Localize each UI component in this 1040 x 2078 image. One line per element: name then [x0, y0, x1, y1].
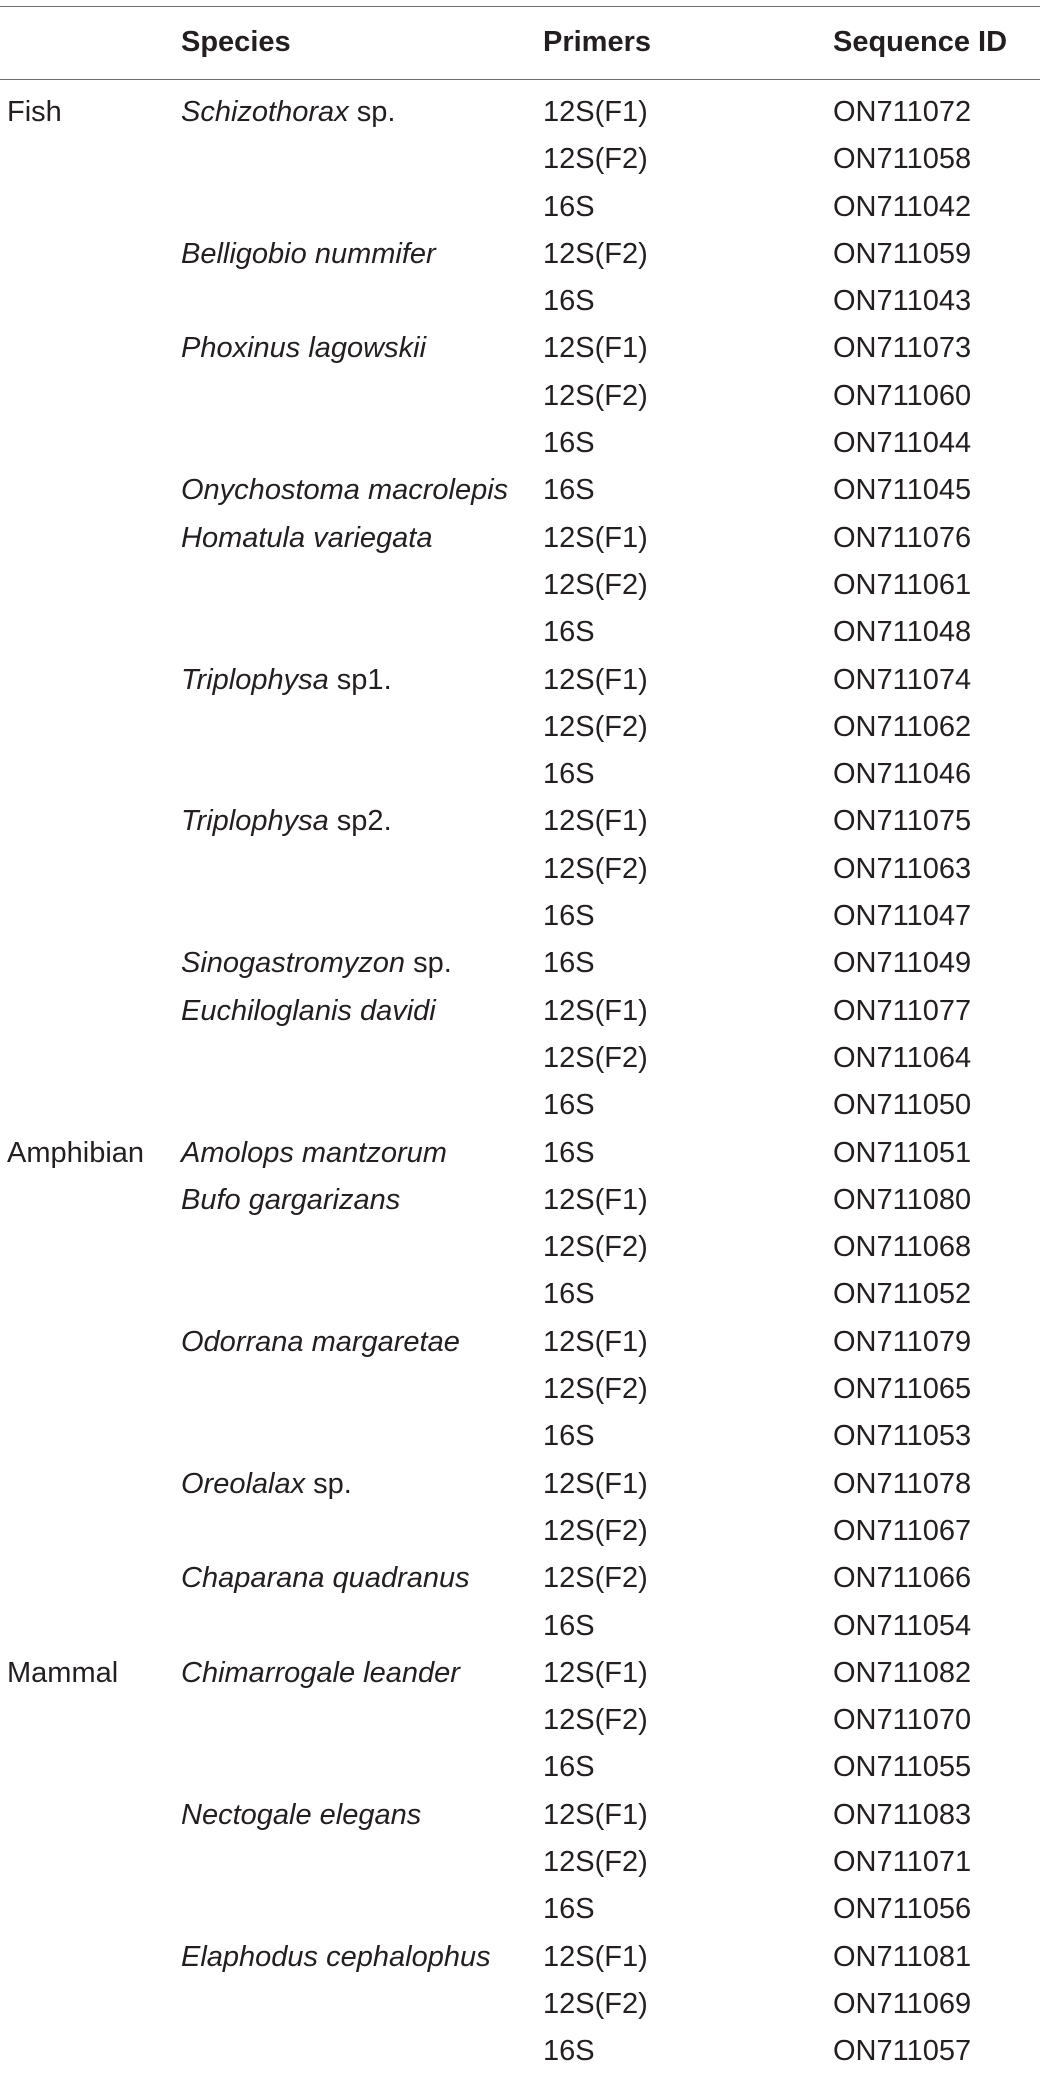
- table-row: [0, 1558, 1040, 1605]
- species-name: Oreolalax: [181, 1467, 306, 1500]
- sequence-id-cell: ON711049: [833, 947, 972, 980]
- table-row: [0, 139, 1040, 186]
- primer-cell: 12S(F2): [543, 1562, 648, 1595]
- sequence-id-cell: ON711061: [833, 568, 972, 601]
- species-cell: [181, 234, 436, 274]
- table-row: [0, 565, 1040, 612]
- sequence-id-cell: ON711072: [833, 96, 972, 128]
- table-row: [0, 376, 1040, 423]
- table-row: [0, 2031, 1040, 2078]
- sequence-id-cell: ON711068: [833, 1231, 972, 1264]
- primer-cell: 12S(F2): [543, 1514, 648, 1547]
- sequence-id-cell: ON711073: [833, 332, 972, 365]
- species-name: Phoxinus lagowskii: [181, 332, 427, 365]
- primer-cell: 12S(F2): [543, 1987, 648, 2020]
- sequence-id-cell: ON711082: [833, 1656, 972, 1689]
- table-row: [0, 707, 1040, 754]
- sequence-id-cell: ON711048: [833, 616, 972, 649]
- species-cell: [181, 660, 392, 700]
- sequence-id-cell: ON711074: [833, 663, 972, 696]
- header-species: Species: [181, 26, 291, 58]
- primer-cell: 16S: [543, 947, 595, 980]
- table-row: [0, 612, 1040, 659]
- species-cell: [181, 943, 452, 983]
- table-header-rule: [0, 79, 1040, 80]
- sequence-id-cell: ON711066: [833, 1562, 972, 1595]
- species-name: Onychostoma macrolepis: [181, 474, 509, 507]
- sequence-id-cell: ON711083: [833, 1798, 972, 1831]
- sequence-id-cell: ON711080: [833, 1183, 972, 1216]
- species-name: Sinogastromyzon: [181, 947, 406, 980]
- sequence-id-cell: ON711052: [833, 1278, 972, 1311]
- sequence-id-cell: ON711055: [833, 1751, 972, 1784]
- species-cell: [181, 991, 436, 1031]
- table-row: [0, 518, 1040, 565]
- primer-cell: 12S(F1): [543, 805, 648, 838]
- sequence-id-cell: ON711058: [833, 143, 972, 176]
- sequence-id-cell: ON711057: [833, 2035, 972, 2068]
- species-name: Homatula variegata: [181, 521, 433, 554]
- primer-cell: 16S: [543, 1893, 595, 1926]
- table-row: [0, 1274, 1040, 1321]
- primer-cell: 12S(F2): [543, 710, 648, 743]
- species-name: Schizothorax: [181, 96, 349, 128]
- species-cell: [181, 470, 508, 510]
- table-header: [0, 18, 1040, 66]
- sequence-id-cell: ON711060: [833, 379, 972, 412]
- table-row: [0, 1511, 1040, 1558]
- table-row: [0, 234, 1040, 281]
- sequence-id-cell: ON711043: [833, 285, 972, 318]
- sequence-id-cell: ON711044: [833, 427, 972, 460]
- primer-cell: 12S(F1): [543, 521, 648, 554]
- primer-cell: 12S(F2): [543, 1704, 648, 1737]
- table-row: [0, 423, 1040, 470]
- sequence-id-cell: ON711042: [833, 190, 972, 223]
- table-row: [0, 1842, 1040, 1889]
- table-row: [0, 1133, 1040, 1180]
- species-name: Amolops mantzorum: [181, 1136, 447, 1169]
- species-suffix: sp1.: [328, 663, 392, 696]
- primer-cell: 16S: [543, 427, 595, 460]
- table-row: [0, 943, 1040, 990]
- species-cell: [181, 1464, 352, 1504]
- sequence-id-cell: ON711046: [833, 758, 972, 791]
- sequence-id-cell: ON711050: [833, 1089, 972, 1122]
- primer-cell: 12S(F2): [543, 143, 648, 176]
- primer-cell: 12S(F1): [543, 994, 648, 1027]
- primer-cell: 16S: [543, 900, 595, 933]
- primer-cell: 16S: [543, 1420, 595, 1453]
- species-suffix: sp.: [305, 1467, 352, 1500]
- primer-cell: 16S: [543, 1089, 595, 1122]
- table-row: [0, 1464, 1040, 1511]
- primer-cell: 12S(F2): [543, 379, 648, 412]
- table-row: [0, 1038, 1040, 1085]
- species-cell: [181, 1322, 460, 1362]
- group-cell: Amphibian: [7, 1136, 145, 1169]
- sequence-id-cell: ON711056: [833, 1893, 972, 1926]
- table-row: [0, 1416, 1040, 1463]
- primer-cell: 16S: [543, 1136, 595, 1169]
- primer-cell: 16S: [543, 474, 595, 507]
- table-row: [0, 991, 1040, 1038]
- table-row: [0, 1180, 1040, 1227]
- species-name: Chimarrogale leander: [181, 1656, 460, 1689]
- primer-cell: 16S: [543, 190, 595, 223]
- sequence-id-cell: ON711070: [833, 1704, 972, 1737]
- table-row: [0, 187, 1040, 234]
- species-name: Triplophysa: [181, 663, 329, 696]
- primer-cell: 16S: [543, 616, 595, 649]
- header-primers: Primers: [543, 26, 652, 58]
- primer-cell: 12S(F2): [543, 1041, 648, 1074]
- sequence-id-cell: ON711045: [833, 474, 972, 507]
- table-row: [0, 470, 1040, 517]
- table-row: [0, 1889, 1040, 1936]
- primer-cell: 12S(F2): [543, 1373, 648, 1406]
- sequence-id-cell: ON711078: [833, 1467, 972, 1500]
- species-name: Nectogale elegans: [181, 1798, 422, 1831]
- primer-cell: 12S(F2): [543, 568, 648, 601]
- sequence-id-cell: ON711063: [833, 852, 972, 885]
- group-cell: Mammal: [7, 1656, 119, 1689]
- species-cell: [181, 1180, 400, 1220]
- sequence-id-cell: ON711075: [833, 805, 972, 838]
- sequence-id-cell: ON711065: [833, 1373, 972, 1406]
- table-row: [0, 801, 1040, 848]
- species-suffix: sp.: [405, 947, 452, 980]
- sequence-id-cell: ON711067: [833, 1514, 972, 1547]
- species-name: Euchiloglanis davidi: [181, 994, 436, 1027]
- species-cell: [181, 801, 392, 841]
- primer-cell: 12S(F1): [543, 1325, 648, 1358]
- species-name: Belligobio nummifer: [181, 237, 436, 270]
- table-row: [0, 1369, 1040, 1416]
- table-row: [0, 1606, 1040, 1653]
- table-row: [0, 328, 1040, 375]
- table-row: [0, 849, 1040, 896]
- sequence-id-cell: ON711076: [833, 521, 972, 554]
- sequence-id-cell: ON711064: [833, 1041, 972, 1074]
- table-row: [0, 1937, 1040, 1984]
- primer-cell: 12S(F1): [543, 332, 648, 365]
- species-cell: [181, 1653, 460, 1693]
- sequence-id-cell: ON711081: [833, 1940, 972, 1973]
- table-row: [0, 1700, 1040, 1747]
- table-row: [0, 660, 1040, 707]
- species-cell: [181, 1133, 447, 1173]
- species-name: Odorrana margaretae: [181, 1325, 460, 1358]
- species-cell: [181, 328, 426, 368]
- primer-cell: 12S(F2): [543, 852, 648, 885]
- primer-cell: 16S: [543, 1278, 595, 1311]
- species-cell: [181, 1795, 421, 1835]
- species-name: Elaphodus cephalophus: [181, 1940, 491, 1973]
- table-row: [0, 896, 1040, 943]
- primer-cell: 12S(F1): [543, 1467, 648, 1500]
- species-cell: [181, 92, 395, 132]
- species-name: Triplophysa: [181, 805, 329, 838]
- primer-cell: 12S(F1): [543, 1656, 648, 1689]
- sequence-id-cell: ON711062: [833, 710, 972, 743]
- header-sequence-id: Sequence ID: [833, 26, 1008, 58]
- sequence-id-cell: ON711054: [833, 1609, 972, 1642]
- species-cell: [181, 1558, 470, 1598]
- sequence-id-cell: ON711077: [833, 994, 972, 1027]
- sequence-id-cell: ON711079: [833, 1325, 972, 1358]
- primer-cell: 16S: [543, 1609, 595, 1642]
- sequence-id-cell: ON711071: [833, 1845, 972, 1878]
- sequence-id-cell: ON711069: [833, 1987, 972, 2020]
- primer-cell: 12S(F2): [543, 1845, 648, 1878]
- species-cell: [181, 518, 432, 558]
- table-row: [0, 1795, 1040, 1842]
- primer-cell: 16S: [543, 2035, 595, 2068]
- primer-cell: 12S(F1): [543, 663, 648, 696]
- table-row: [0, 754, 1040, 801]
- primer-cell: 12S(F1): [543, 1183, 648, 1216]
- table-row: [0, 1653, 1040, 1700]
- table-body: [0, 92, 1040, 2078]
- group-cell: Fish: [7, 96, 62, 128]
- table-row: [0, 281, 1040, 328]
- species-suffix: sp.: [348, 96, 396, 128]
- sequence-id-cell: ON711059: [833, 237, 972, 270]
- sequence-id-cell: ON711053: [833, 1420, 972, 1453]
- primer-cell: 12S(F2): [543, 1231, 648, 1264]
- primer-cell: 12S(F1): [543, 1940, 648, 1973]
- species-cell: [181, 1937, 491, 1977]
- table-row: [0, 1747, 1040, 1794]
- sequence-id-cell: ON711047: [833, 900, 972, 933]
- species-name: Chaparana quadranus: [181, 1562, 470, 1595]
- species-name: Bufo gargarizans: [181, 1183, 401, 1216]
- table-top-rule: [0, 6, 1040, 7]
- sequence-id-cell: ON711051: [833, 1136, 972, 1169]
- table-row: [0, 1322, 1040, 1369]
- primer-cell: 12S(F2): [543, 237, 648, 270]
- primer-cell: 16S: [543, 758, 595, 791]
- table-row: [0, 1085, 1040, 1132]
- species-suffix: sp2.: [328, 805, 392, 838]
- primer-cell: 12S(F1): [543, 1798, 648, 1831]
- table-row: [0, 92, 1040, 139]
- table-row: [0, 1984, 1040, 2031]
- primer-cell: 12S(F1): [543, 96, 648, 128]
- table-row: [0, 1227, 1040, 1274]
- primer-cell: 16S: [543, 285, 595, 318]
- primer-cell: 16S: [543, 1751, 595, 1784]
